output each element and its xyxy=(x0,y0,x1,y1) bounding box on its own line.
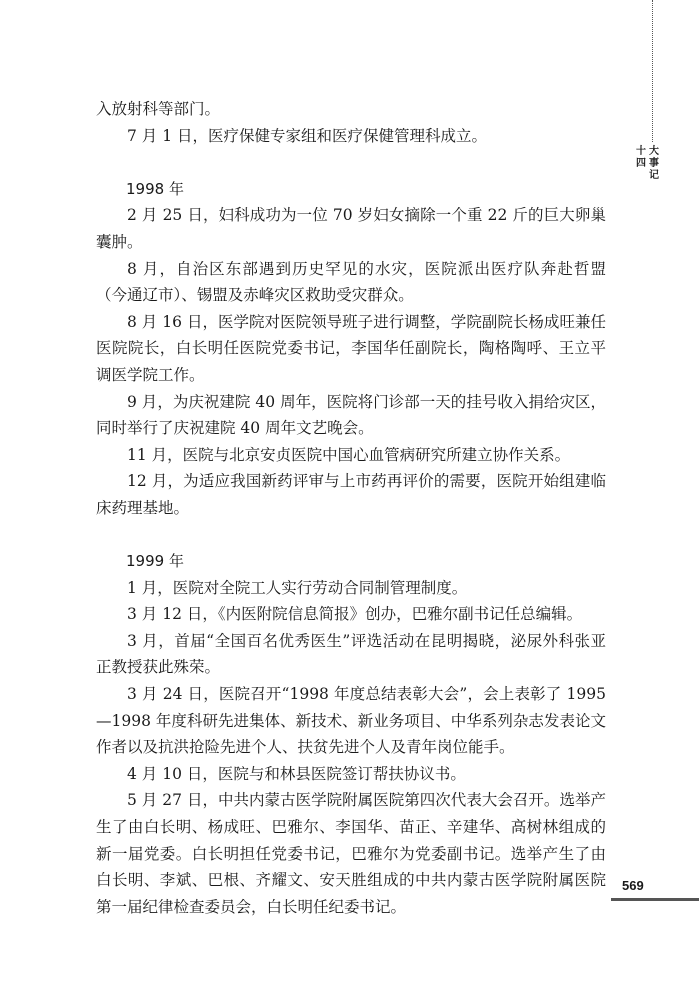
paragraph: 12 月，为适应我国新药评审与上市药再评价的需要，医院开始组建临床药理基地。 xyxy=(96,472,606,517)
year-heading: 1999 年 xyxy=(126,552,184,571)
paragraph: 11 月，医院与北京安贞医院中国心血管病研究所建立协作关系。 xyxy=(127,445,571,464)
paragraph: 1 月，医院对全院工人实行劳动合同制管理制度。 xyxy=(127,578,468,597)
paragraph: 7 月 1 日，医疗保健专家组和医疗保健管理科成立。 xyxy=(127,126,488,145)
year-heading: 1998 年 xyxy=(126,179,184,198)
chapter-number: 十 四 xyxy=(636,146,646,169)
paragraph: 2 月 25 日，妇科成功为一位 70 岁妇女摘除一个重 22 斤的巨大卵巢囊肿。 xyxy=(96,206,606,251)
paragraph: 入放射科等部门。 xyxy=(96,100,221,118)
paragraph: 9 月，为庆祝建院 40 周年，医院将门诊部一天的挂号收入捐给灾区，同时举行了庆祝建院 40 周年文艺晚会。 xyxy=(96,392,606,438)
paragraph: 3 月，首届“全国百名优秀医生”评选活动在昆明揭晓，泌尿外科张亚正教授获此殊荣。 xyxy=(96,631,606,677)
page-number-rule xyxy=(611,898,699,901)
paragraph: 8 月 16 日，医学院对医院领导班子进行调整，学院副院长杨成旺兼任医院院长，白长明任医院党委书记，李国华任副院长，陶格陶呼、王立平调医学院工作。 xyxy=(96,312,606,384)
paragraph: 8 月，自治区东部遇到历史罕见的水灾，医院派出医疗队奔赴哲盟（今通辽市）、锡盟及赤峰灾区救助受灾群众。 xyxy=(96,259,606,305)
paragraph: 4 月 10 日，医院与和林县医院签订帮扶协议书。 xyxy=(127,764,466,783)
paragraph: 5 月 27 日，中共内蒙古医学院附属医院第四次代表大会召开。选举产生了由白长明、杨成旺、巴雅尔、李国华、苗正、辛建华、高树林组成的新一届党委。白长明担任党委书记，巴雅尔为党委副书记。选举产生了由白长明、李斌、巴根、齐耀文、安天胜组成的中共内蒙古医学院附属医院第一届纪律检查委员会，白长明任纪委书记。 xyxy=(96,791,606,916)
chapter-side-label xyxy=(636,146,676,182)
chapter-title: 大 事 记 xyxy=(649,146,659,181)
main-text xyxy=(96,96,606,920)
margin-dotted-rule xyxy=(652,0,653,142)
paragraph: 3 月 12 日，《内医附院信息简报》创办，巴雅尔副书记任总编辑。 xyxy=(127,605,583,624)
paragraph: 3 月 24 日，医院召开“1998 年度总结表彰大会”，会上表彰了 1995—1998 年度科研先进集体、新技术、新业务项目、中华系列杂志发表论文作者以及抗洪抢险先进个人、扶贫先进个人及青年岗位能手。 xyxy=(96,685,606,757)
page-number: 569 xyxy=(622,878,644,893)
